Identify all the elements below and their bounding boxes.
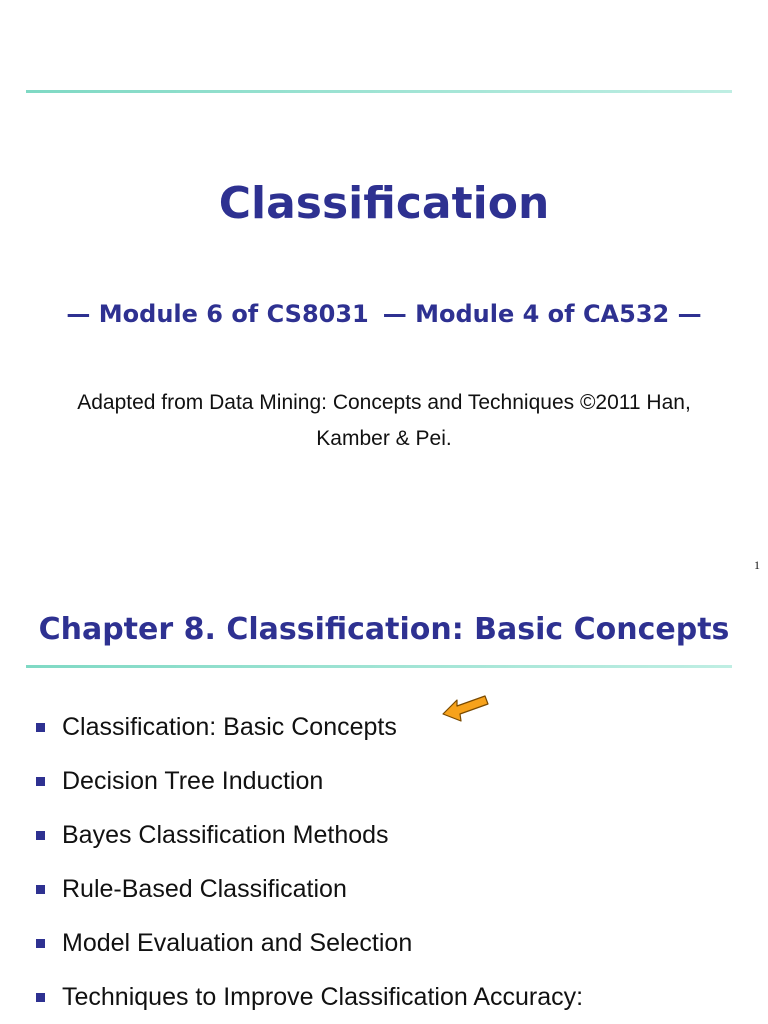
bullet-square-icon	[36, 831, 45, 840]
list-item-text: Bayes Classification Methods	[62, 821, 389, 849]
list-item	[34, 754, 583, 808]
list-item-text: Techniques to Improve Classification Accuracy:	[62, 983, 584, 1011]
bullet-square-icon	[36, 993, 45, 1002]
list-item	[34, 700, 583, 754]
list-item	[34, 808, 583, 862]
slide-title: Classification	[218, 178, 550, 229]
module-subtitle-part1: — Module 6 of CS8031	[66, 300, 369, 328]
page-number: 1	[754, 558, 760, 572]
module-subtitle-part2: — Module 4 of CA532 —	[382, 300, 702, 328]
chapter-divider	[26, 665, 732, 668]
top-divider	[26, 90, 732, 93]
bullet-square-icon	[36, 777, 45, 786]
bullet-square-icon	[36, 939, 45, 948]
list-item-text: Rule-Based Classification	[62, 875, 347, 903]
list-item-text: Model Evaluation and Selection	[62, 929, 413, 957]
attribution-line-1: Adapted from Data Mining: Concepts and Techniques ©2011 Han,	[77, 391, 691, 414]
list-item	[34, 862, 583, 916]
left-arrow-icon	[441, 690, 491, 726]
module-subtitle	[0, 300, 768, 328]
attribution-line-2: Kamber & Pei.	[316, 427, 452, 450]
chapter-title: Chapter 8. Classification: Basic Concepts	[38, 612, 730, 647]
topic-list	[34, 700, 583, 1024]
list-item	[34, 916, 583, 970]
list-item	[34, 970, 583, 1024]
bullet-square-icon	[36, 885, 45, 894]
attribution-text	[30, 385, 738, 457]
bullet-square-icon	[36, 723, 45, 732]
list-item-text: Classification: Basic Concepts	[62, 713, 397, 741]
list-item-text: Decision Tree Induction	[62, 767, 324, 795]
